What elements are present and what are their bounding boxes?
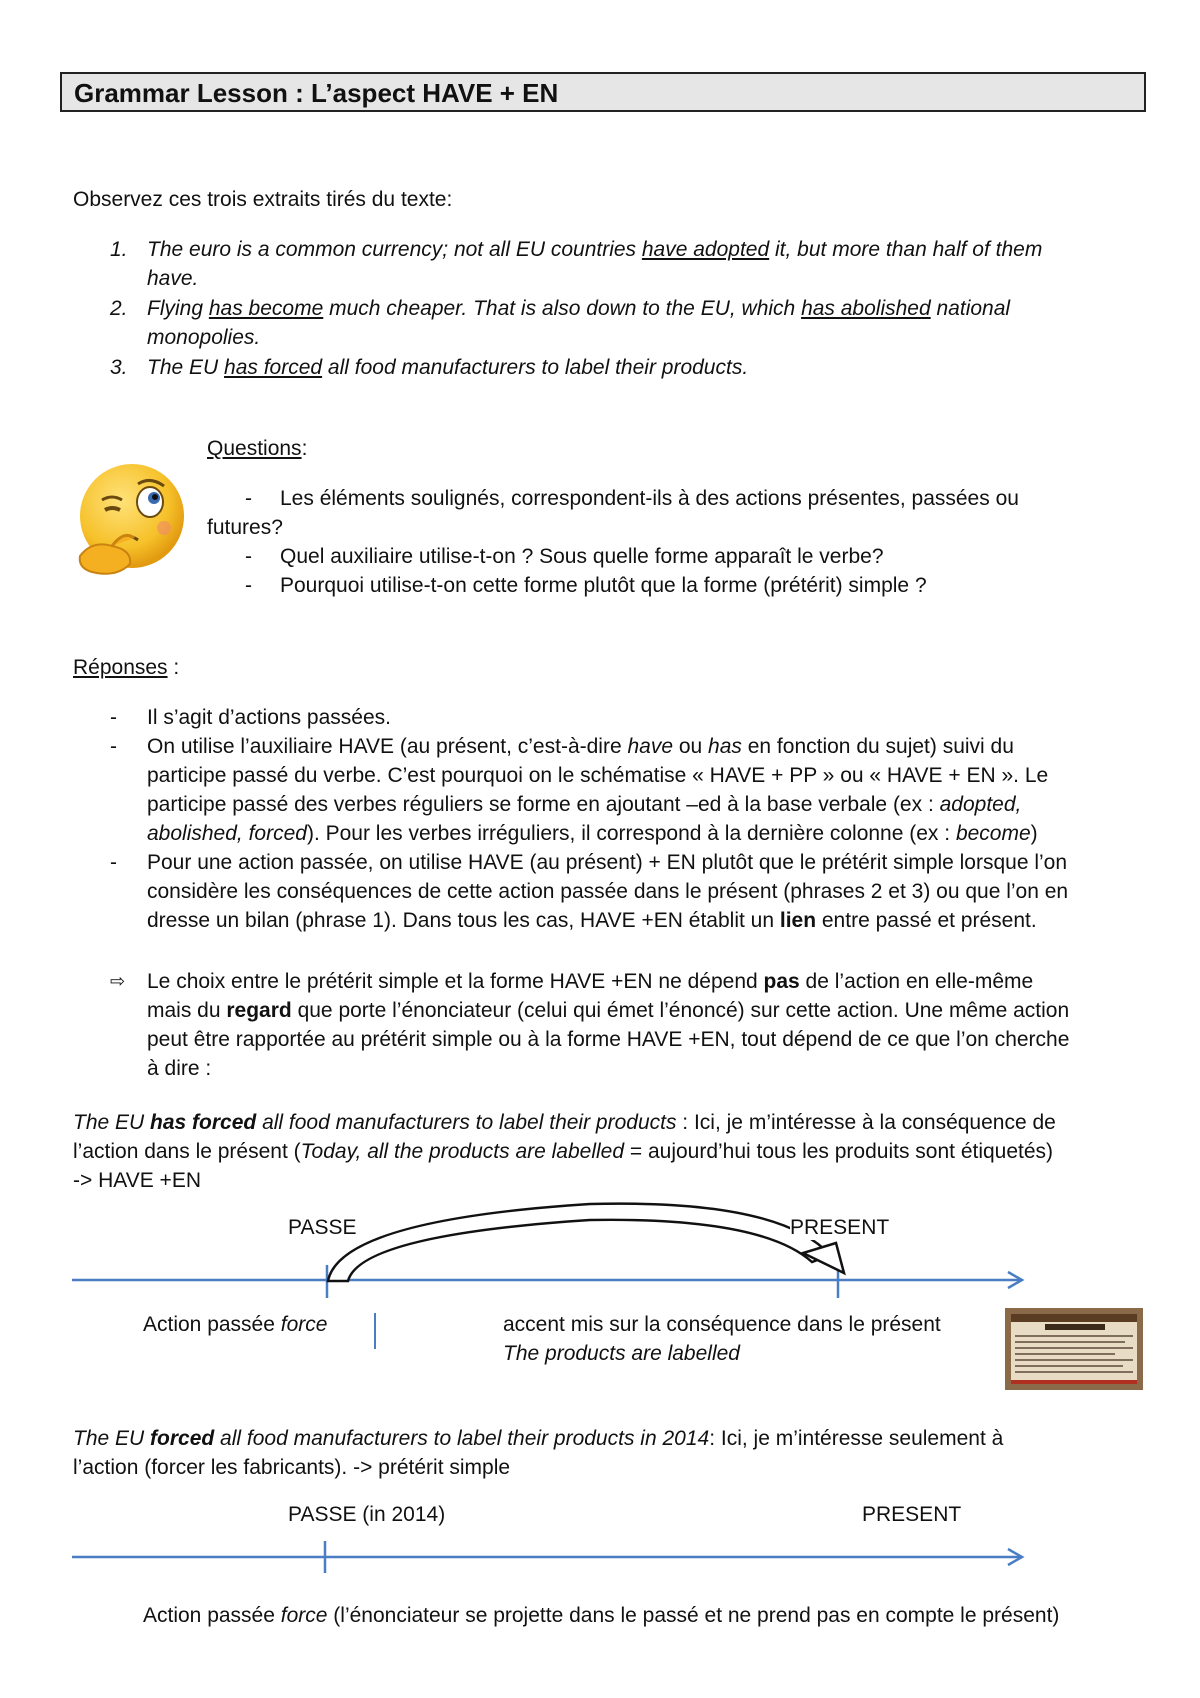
question-1-continuation: futures?	[207, 516, 283, 539]
timeline-1-passe: PASSE	[288, 1216, 357, 1239]
extract-2-underlined-2: has abolished	[801, 297, 931, 320]
reponses-colon: :	[167, 656, 180, 679]
reponses-heading	[73, 653, 179, 682]
extract-2-text-a: Flying	[147, 297, 209, 320]
example-2-l1c: all food manufacturers to label their products in 2014	[214, 1427, 710, 1450]
timeline-2-present: PRESENT	[862, 1503, 962, 1526]
example-1-l1d: : Ici, je m’intéresse à la conséquence de	[676, 1111, 1056, 1134]
arrow-right-icon: ⇨	[110, 971, 126, 991]
reponse-2	[110, 732, 1140, 848]
page-title: Grammar Lesson : L’aspect HAVE + EN	[74, 78, 559, 108]
arrow-note	[110, 967, 1150, 1083]
example-1	[73, 1108, 1153, 1195]
arrow-note-l2a: mais du	[147, 999, 227, 1022]
reponse-3-l3c: entre passé et présent.	[816, 909, 1037, 932]
reponse-2-l4c: become	[955, 822, 1031, 845]
timeline-2-action-c: (l’énonciateur se projette dans le passé et ne prend pas en compte le présent)	[327, 1604, 1060, 1627]
extract-2	[110, 294, 1110, 352]
question-3	[207, 571, 1107, 600]
timeline-2-passe: PASSE (in 2014)	[288, 1503, 446, 1526]
example-1-l2a: l’action dans le présent (	[73, 1140, 301, 1163]
extract-3-text-b: all food manufacturers to label their products.	[322, 356, 749, 379]
timeline-1	[0, 1195, 1200, 1305]
reponse-2-l3b: adopted,	[939, 793, 1022, 816]
reponse-3	[110, 848, 1140, 935]
example-1-l1c: all food manufacturers to label their products	[256, 1111, 677, 1134]
example-2-l1a: The EU	[73, 1427, 151, 1450]
extract-1-text-b: it, but more than half of them	[769, 238, 1043, 261]
extract-3-underlined: has forced	[224, 356, 323, 379]
arrow-note-pas: pas	[763, 970, 800, 993]
question-2	[207, 542, 1107, 571]
arrow-note-regard: regard	[226, 999, 292, 1022]
question-2-dash: -	[245, 545, 252, 568]
question-1-dash: -	[245, 487, 252, 510]
timeline-1-action-a: Action passée	[143, 1313, 281, 1336]
reponse-2-l4d: )	[1030, 822, 1038, 845]
example-2-l2: l’action (forcer les fabricants). -> prétérit simple	[73, 1456, 511, 1479]
reponse-3-l3a: dresse un bilan (phrase 1). Dans tous les cas, HAVE +EN établit un	[147, 909, 780, 932]
question-2-text: Quel auxiliaire utilise-t-on ? Sous quelle forme apparaît le verbe?	[280, 545, 884, 568]
arrow-note-l1a: Le choix entre le prétérit simple et la forme HAVE +EN ne dépend	[147, 970, 764, 993]
example-1-has-forced: has forced	[150, 1111, 257, 1134]
reponse-2-has: has	[708, 735, 742, 758]
reponses-list	[110, 703, 1140, 935]
reponse-2-l1a: On utilise l’auxiliaire HAVE (au présent, c’est-à-dire	[147, 735, 628, 758]
timeline-2-action	[143, 1601, 1059, 1630]
arrow-note-l4: à dire :	[147, 1057, 212, 1080]
extract-2-num: 2.	[110, 297, 128, 320]
timeline-1-labelled: The products are labelled	[503, 1342, 740, 1365]
questions-heading-text: Questions	[207, 437, 302, 460]
reponses-heading-text: Réponses	[73, 656, 168, 679]
extract-1-underlined: have adopted	[641, 238, 770, 261]
question-3-text: Pourquoi utilise-t-on cette forme plutôt que la forme (prétérit) simple ?	[280, 574, 927, 597]
reponse-3-l2: considère les conséquences de cette action passée dans le présent (phrases 2 et 3) ou que l’on en	[147, 880, 1069, 903]
thinking-wink-emoji-icon	[72, 460, 190, 578]
questions-colon: :	[301, 437, 308, 460]
arrow-note-l2c: que porte l’énonciateur (celui qui émet l’énoncé) sur cette action. Une même action	[291, 999, 1070, 1022]
extract-1-num: 1.	[110, 238, 128, 261]
timeline-1-divider	[374, 1313, 376, 1349]
extract-3-num: 3.	[110, 356, 128, 379]
extract-2-line2: monopolies.	[147, 326, 261, 349]
title-box	[60, 72, 1146, 112]
question-1-text: Les éléments soulignés, correspondent-ils à des actions présentes, passées ou	[280, 487, 1019, 510]
extract-1	[110, 235, 1110, 293]
reponse-2-l4b: ). Pour les verbes irréguliers, il correspond à la dernière colonne (ex :	[306, 822, 956, 845]
timeline-2-action-force: force	[280, 1604, 328, 1627]
timeline-1-present: PRESENT	[790, 1216, 890, 1239]
extract-3-text-a: The EU	[147, 356, 225, 379]
timeline-1-curved-arrow	[328, 1204, 830, 1281]
example-2-l1d: : Ici, je m’intéresse seulement à	[709, 1427, 1004, 1450]
reponse-2-l1b: en fonction du sujet) suivi du	[741, 735, 1014, 758]
food-label-photo	[1005, 1308, 1143, 1390]
example-1-l1a: The EU	[73, 1111, 151, 1134]
intro-text: Observez ces trois extraits tirés du texte:	[73, 188, 453, 211]
reponse-2-dash: -	[110, 735, 117, 758]
timeline-2	[0, 1535, 1200, 1585]
question-1	[207, 484, 1107, 513]
reponse-2-l4a: abolished, forced	[147, 822, 307, 845]
question-3-dash: -	[245, 574, 252, 597]
example-1-l2c: = aujourd’hui tous les produits sont étiquetés)	[624, 1140, 1054, 1163]
questions-heading	[207, 434, 307, 463]
questions-list	[207, 484, 1107, 600]
reponse-1-text: Il s’agit d’actions passées.	[147, 706, 391, 729]
reponse-2-l2: participe passé du verbe. C’est pourquoi on le schématise « HAVE + PP » ou « HAVE + EN ». Le	[147, 764, 1049, 787]
timeline-1-accent	[503, 1310, 941, 1368]
arrow-note-l3: peut être rapportée au prétérit simple ou à la forme HAVE +EN, tout dépend de ce que l’on cherche	[147, 1028, 1070, 1051]
example-2	[73, 1424, 1153, 1482]
extract-1-text-a: The euro is a common currency; not all EU countries	[147, 238, 642, 261]
timeline-1-action-force: force	[280, 1313, 328, 1336]
timeline-1-action	[143, 1310, 327, 1339]
reponse-3-dash: -	[110, 851, 117, 874]
reponse-2-l3a: participe passé des verbes réguliers se forme en ajoutant –ed à la base verbale (ex :	[147, 793, 940, 816]
example-2-forced: forced	[150, 1427, 215, 1450]
reponse-2-ou: ou	[673, 735, 709, 758]
reponse-2-have: have	[627, 735, 674, 758]
example-1-l2b: Today, all the products are labelled	[300, 1140, 625, 1163]
reponse-1-dash: -	[110, 706, 117, 729]
reponse-3-l1: Pour une action passée, on utilise HAVE (au présent) + EN plutôt que le prétérit simple lorsque l’on	[147, 851, 1068, 874]
reponse-3-lien: lien	[779, 909, 817, 932]
arrow-note-l1c: de l’action en elle-même	[799, 970, 1034, 993]
example-1-l3: -> HAVE +EN	[73, 1169, 201, 1192]
timeline-1-accent-text: accent mis sur la conséquence dans le présent	[503, 1313, 941, 1336]
extract-2-underlined-1: has become	[208, 297, 324, 320]
extract-2-text-c: national	[930, 297, 1011, 320]
timeline-2-action-a: Action passée	[143, 1604, 281, 1627]
extract-2-text-b: much cheaper. That is also down to the EU, which	[323, 297, 802, 320]
extract-3	[110, 353, 1110, 382]
reponse-1	[110, 703, 1140, 732]
extract-1-line2: have.	[147, 267, 199, 290]
